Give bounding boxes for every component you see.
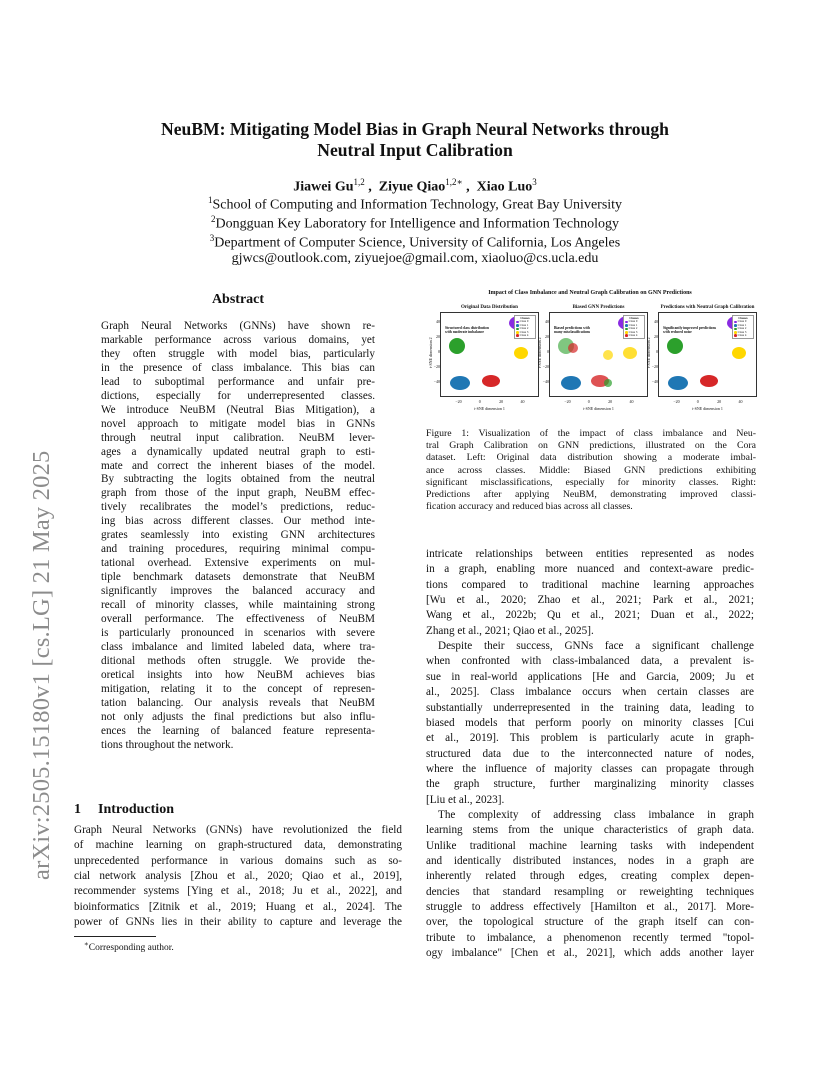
x-tick-label: 20: [717, 399, 722, 404]
x-tick-label: 40: [738, 399, 743, 404]
tsne-panel: [646, 305, 757, 411]
class-cluster: [482, 375, 500, 387]
text-line: tiple benchmark datasets demonstrate that NeuBM: [101, 571, 375, 584]
x-tick-label: 40: [520, 399, 525, 404]
x-tick-label: 0: [478, 399, 481, 404]
y-tick-label: 20: [545, 334, 549, 340]
y-tick-label: −20: [542, 364, 549, 370]
text-line: ogy imbalance" [Chen et al., 2021], which adds another layer: [426, 947, 754, 960]
text-line: structured data due to the interconnected nature of nodes,: [426, 747, 754, 760]
affiliation-mark: 3: [209, 233, 215, 243]
text-line: intricate relationships between entities represented as nodes: [426, 548, 754, 560]
text-line: bioinformatics [Zitnik et al., 2019; Huang et al., 2024]. The: [74, 900, 402, 913]
panel-title: Predictions with Neutral Graph Calibration: [660, 305, 755, 310]
text-line: mate and correct the inherent biases of the model.: [101, 459, 375, 472]
text-line: ages a dynamically updated neutral graph to esti-: [101, 445, 375, 458]
annotation-line: Biased predictions with: [554, 326, 590, 330]
x-tick-label: −20: [455, 399, 462, 404]
class-cluster: [623, 347, 637, 359]
legend-swatch: [516, 328, 519, 331]
legend-swatch: [625, 324, 628, 327]
text-line: power of GNNs lies in their ability to capture and leverage the: [74, 915, 402, 928]
caption-line: Predictions after applying NeuBM, demonstrating improved classi-: [426, 489, 756, 501]
text-line: Unlike traditional machine learning tasks with independent: [426, 839, 754, 852]
tsne-panel: [537, 305, 648, 411]
x-tick-label: 20: [608, 399, 613, 404]
text-line: overall performance. The effectiveness of NeuBM: [101, 612, 375, 625]
text-line: tational overhead. Extensive experiments on mul-: [101, 557, 375, 570]
figure-1: [425, 290, 755, 410]
x-ticks: [659, 399, 756, 405]
caption-line: significant misclassifications, especially for minority classes. Right:: [426, 476, 756, 488]
x-axis-label: t-SNE dimension 1: [692, 406, 723, 411]
class-cluster: [700, 375, 718, 387]
text-line: the graph structure, further marginalizing minority classes: [426, 778, 754, 791]
text-line: ing bias across different classes. Our method inte-: [101, 515, 375, 528]
class-cluster: [449, 338, 465, 354]
arxiv-id-text: arXiv:2505.15180v1 [cs.LG] 21 May 2025: [28, 450, 55, 880]
y-axis-label: t-SNE dimension 2: [428, 337, 433, 368]
legend-swatch: [625, 328, 628, 331]
text-line: oretical insights into how NeuBM achieves bias: [101, 668, 375, 681]
figure-caption: [426, 428, 756, 513]
class-cluster: [603, 350, 613, 360]
text-line: lead to suboptimal performance and unfair pre-: [101, 375, 375, 388]
annotation-line: Structured class distribution: [445, 326, 489, 330]
class-cluster: [667, 338, 683, 354]
text-line: dencies that standard resampling or reweighting techniques: [426, 885, 754, 898]
legend-label: Class 4: [737, 333, 747, 338]
caption-line: dataset. Left: Original data distribution showing a moderate imbal-: [426, 452, 756, 464]
section-title: Introduction: [98, 802, 174, 817]
y-tick-label: −20: [651, 364, 658, 370]
text-line: in the presence of class imbalance. This bias can: [101, 361, 375, 374]
legend-label: Class 0: [737, 319, 747, 324]
text-line: ences the learning of balanced feature representa-: [101, 724, 375, 737]
affiliation-1: [100, 195, 730, 214]
legend-label: Class 2: [628, 326, 638, 331]
tsne-panel: [428, 305, 539, 411]
panel-title: Original Data Distribution: [461, 305, 518, 310]
text-line: grates seamlessly into existing GNN architectures: [101, 529, 375, 542]
text-line: significantly improves the balanced accuracy and: [101, 585, 375, 598]
text-line: By subtracting the logits obtained from the neutral: [101, 473, 375, 486]
legend-label: Class 3: [628, 329, 638, 334]
legend-swatch: [734, 328, 737, 331]
text-line: The complexity of addressing class imbalance in graph: [438, 808, 754, 821]
text-line: sue in real-world applications [He and Garcia, 2009; Ju et: [426, 670, 754, 683]
text-line: in a graph, enabling more nuanced and context-aware predic-: [426, 563, 754, 576]
class-cluster: [604, 379, 612, 387]
text-line: class imbalance and limited labeled data, where tra-: [101, 640, 375, 653]
panel-annotation: [663, 326, 716, 334]
text-line: and identically distributed instances, nodes in a graph are: [426, 855, 754, 867]
x-axis-label: t-SNE dimension 1: [583, 406, 614, 411]
text-line: We introduce NeuBM (Neutral Bias Mitigation), a: [101, 403, 375, 416]
x-tick-label: 0: [587, 399, 590, 404]
section-heading-introduction: [74, 802, 174, 818]
text-line: Wang et al., 2022b; Qu et al., 2021; Duan et al., 2022;: [426, 609, 754, 622]
footnote-divider: [74, 936, 156, 937]
text-line: learning stems from the unique characteristics of graph data.: [426, 824, 754, 837]
caption-line: Figure 1: Visualization of the impact of class imbalance and Neu-: [426, 428, 756, 439]
annotation-line: with moderate imbalance: [445, 330, 484, 335]
panel-annotation: [554, 326, 590, 334]
affiliation-mark: 1: [207, 195, 213, 205]
y-tick-label: 40: [436, 319, 440, 325]
text-line: Despite their success, GNNs face a significant challenge: [438, 640, 754, 653]
legend-item: [734, 334, 752, 337]
legend-label: Class 2: [519, 326, 529, 331]
text-line: they often struggle with model bias, particularly: [101, 347, 375, 360]
x-tick-label: 40: [629, 399, 634, 404]
text-line: tions compared to traditional machine learning approaches: [426, 578, 754, 591]
legend: [623, 315, 645, 339]
affiliation-text: School of Computing and Information Technology, Great Bay University: [212, 197, 623, 213]
x-tick-label: 0: [696, 399, 699, 404]
y-tick-label: −40: [542, 379, 549, 385]
text-line: tively recalibrates the model’s predictions, reduc-: [101, 501, 375, 514]
class-cluster: [568, 343, 578, 353]
text-line: al., 2025]. Class imbalance occurs when certain classes are: [426, 686, 754, 699]
legend-title: Classes: [629, 316, 639, 320]
y-tick-label: 0: [656, 349, 658, 355]
legend-swatch: [734, 331, 737, 334]
legend-swatch: [516, 334, 519, 337]
affiliation-text: Department of Computer Science, University of California, Los Angeles: [214, 235, 621, 251]
text-line: mitigation, relating it to the concept of represen-: [101, 682, 375, 695]
legend-label: Class 1: [519, 322, 529, 327]
text-line: dictions, especially for underrepresented classes.: [101, 389, 375, 402]
legend-title: Classes: [520, 316, 530, 320]
legend-title: Classes: [738, 316, 748, 320]
affiliation-2: [100, 214, 730, 233]
affiliation-text: Dongguan Key Laboratory for Intelligence and Information Technology: [215, 216, 619, 232]
text-line: tation balancing. Our analysis reveals that NeuBM: [101, 696, 375, 709]
affiliation-3: [100, 233, 730, 252]
y-tick-label: 40: [654, 319, 658, 325]
caption-line: fication accuracy and reduced bias across all classes.: [426, 501, 633, 513]
author-name: Xiao Luo: [476, 179, 533, 195]
author-list: Jiawei Gu$^{1,2}$ , Ziyue Qiao$^{1,2∗}$ , Xiao Luo$^3$: [293, 177, 537, 195]
legend-label: Class 2: [737, 326, 747, 331]
y-tick-label: 0: [438, 349, 440, 355]
author-emails: gjwcs@outlook.com, ziyuejoe@gmail.com, xiaoluo@cs.ucla.edu: [231, 251, 599, 266]
legend: [514, 315, 536, 339]
text-line: markable performance across various domains, yet: [101, 333, 375, 346]
x-ticks: [550, 399, 647, 405]
y-tick-label: −40: [651, 379, 658, 385]
y-tick-label: −20: [433, 364, 440, 370]
legend-label: Class 0: [519, 319, 529, 324]
text-line: where the influence of majority classes can propagate through: [426, 762, 754, 775]
annotation-line: with reduced noise: [663, 330, 692, 335]
text-line: cial network analysis [Zhou et al., 2020; Qiao et al., 2019],: [74, 869, 402, 882]
y-tick-label: 40: [545, 319, 549, 325]
text-line: [Liu et al., 2023].: [426, 793, 505, 806]
panel-title: Biased GNN Predictions: [572, 305, 625, 310]
text-line: Zhang et al., 2021; Qiao et al., 2025].: [426, 624, 594, 637]
title-line-1: NeuBM: Mitigating Model Bias in Graph Neural Networks through: [161, 119, 669, 139]
footnote-text: Corresponding author.: [88, 943, 174, 954]
panel-annotation: [445, 326, 489, 334]
text-line: graph from those of the input graph, NeuBM effec-: [101, 487, 375, 500]
caption-line: tral Graph Calibration on GNN predictions, illustrated on the Cora: [426, 440, 756, 452]
text-line: [Wu et al., 2020; Zhao et al., 2021; Park et al., 2021;: [426, 594, 754, 607]
text-line: recommender systems [Ying et al., 2018; Ju et al., 2022], and: [74, 885, 402, 898]
text-line: unprecedented performance in various domains such as so-: [74, 854, 402, 867]
section-number: 1: [74, 802, 81, 817]
y-tick-label: 20: [436, 334, 440, 340]
title-line-2: Neutral Input Calibration: [317, 140, 513, 160]
arxiv-identifier-stamp: [26, 120, 55, 1020]
legend-label: Class 3: [519, 329, 529, 334]
x-tick-label: −20: [564, 399, 571, 404]
y-axis-label: t-SNE dimension 2: [537, 337, 542, 368]
x-axis-label: t-SNE dimension 1: [474, 406, 505, 411]
text-line: tribute to imbalance, a phenomenon recently termed "topol-: [426, 931, 754, 944]
x-ticks: [441, 399, 538, 405]
author-affil-mark: 1,2∗: [445, 177, 463, 187]
author-name: Ziyue Qiao: [378, 179, 446, 195]
text-line: recall of minority classes, while maintaining strong: [101, 599, 375, 611]
class-cluster: [514, 347, 528, 359]
paper-title: [100, 119, 730, 161]
annotation-line: many misclassifications: [554, 330, 591, 335]
text-line: et al., 2019]. This problem is particularly acute in graph-: [426, 732, 754, 745]
text-line: is particularly pronounced in scenarios with severe: [101, 626, 375, 639]
abstract-heading: Abstract: [211, 292, 265, 307]
text-line: Graph Neural Networks (GNNs) have shown re-: [101, 320, 375, 332]
legend-swatch: [734, 324, 737, 327]
text-line: tions throughout the network.: [101, 738, 234, 751]
y-tick-label: 20: [654, 334, 658, 340]
legend-label: Class 1: [628, 322, 638, 327]
author-affil-mark: 1,2: [353, 177, 365, 187]
x-tick-label: 20: [499, 399, 504, 404]
class-cluster: [668, 376, 688, 390]
figure-suptitle: Impact of Class Imbalance and Neutral Graph Calibration on GNN Predictions: [488, 290, 692, 296]
y-tick-label: −40: [433, 379, 440, 385]
text-line: ditional methods often struggle. We provide the-: [101, 654, 375, 667]
legend-item: [625, 334, 643, 337]
text-line: not only adjusts the final predictions but also influ-: [101, 710, 375, 723]
text-line: Graph Neural Networks (GNNs) have revolutionized the field: [74, 824, 402, 836]
affiliation-mark: 2: [211, 214, 216, 224]
text-line: substantially underrepresented in the training data, leading to: [426, 701, 754, 714]
text-line: struggle to address effectively [Hamilton et al., 2017]. More-: [426, 901, 754, 914]
text-line: novel approach to mitigate model bias in GNNs: [101, 417, 375, 430]
legend-label: Class 0: [628, 319, 638, 324]
y-axis-label: t-SNE dimension 2: [646, 337, 651, 368]
class-cluster: [561, 376, 581, 390]
legend-swatch: [625, 334, 628, 337]
class-cluster: [732, 347, 746, 359]
author-name: Jiawei Gu: [293, 179, 354, 195]
legend: [732, 315, 754, 339]
footnote-mark: ∗: [84, 940, 89, 948]
text-line: when confronted with class-imbalanced data, a prevalent is-: [426, 655, 754, 668]
y-tick-label: 0: [547, 349, 549, 355]
legend-swatch: [625, 331, 628, 334]
author-affil-mark: 3: [532, 177, 537, 187]
legend-label: Class 4: [519, 333, 529, 338]
text-line: biased models that perform poorly on minority classes [Cui: [426, 716, 754, 729]
legend-swatch: [516, 324, 519, 327]
legend-label: Class 1: [737, 322, 747, 327]
text-line: and training procedures, requiring minimal compu-: [101, 543, 375, 556]
text-line: over, the topological structure of the graph itself can con-: [426, 916, 754, 929]
caption-line: ance across classes. Middle: Biased GNN predictions exhibiting: [426, 464, 756, 476]
legend-label: Class 3: [737, 329, 747, 334]
class-cluster: [450, 376, 470, 390]
text-line: of machine learning on graph-structured data, demonstrating: [74, 839, 402, 852]
x-tick-label: −20: [673, 399, 680, 404]
legend-swatch: [734, 334, 737, 337]
footnote: [84, 940, 174, 953]
legend-swatch: [516, 331, 519, 334]
annotation-line: Significantly improved predictions: [663, 326, 716, 330]
legend-label: Class 4: [628, 333, 638, 338]
text-line: inherently related through edges, creating complex depen-: [426, 870, 754, 883]
text-line: through neutral input calibration. NeuBM lever-: [101, 431, 375, 444]
legend-item: [516, 334, 534, 337]
